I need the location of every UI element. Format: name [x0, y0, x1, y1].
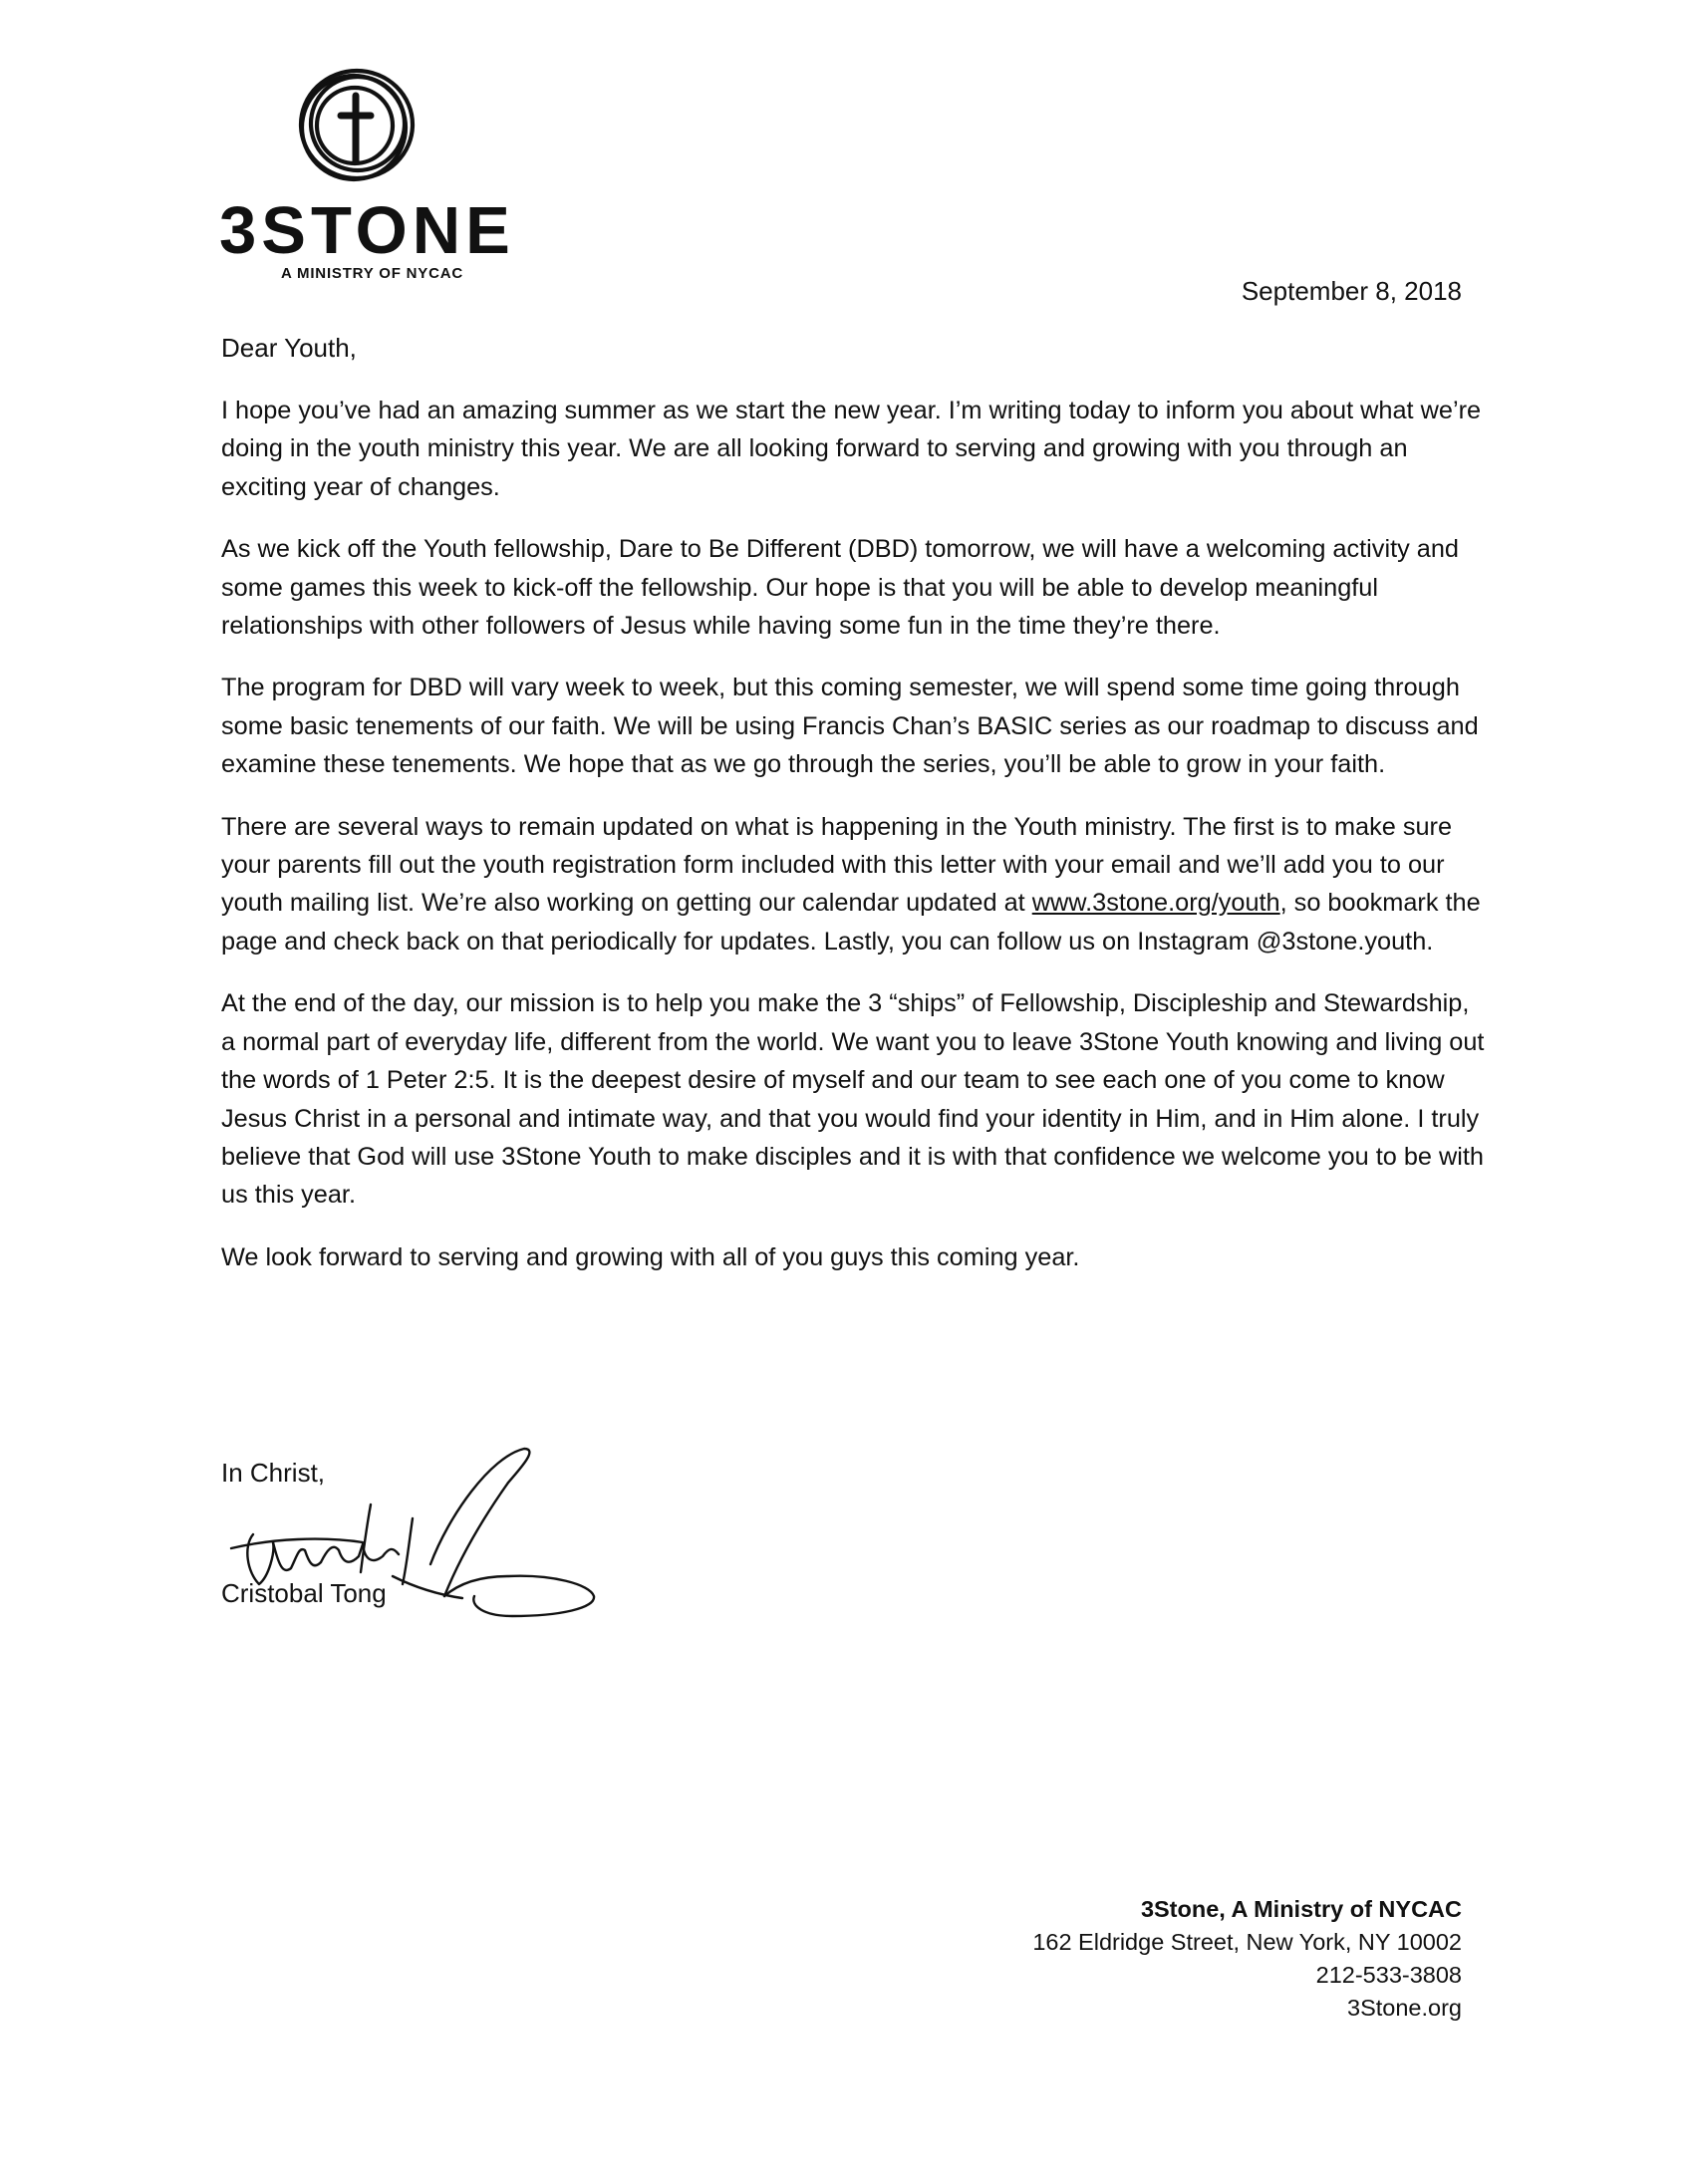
paragraph-mission: At the end of the day, our mission is to help you make the 3 “ships” of Fellowship, Discipleship and Stewardship, a normal part of everyday life, different from the world. We want you to leave 3Stone Youth knowing and living out the words of 1 Peter 2:5. It is the deepest desire of myself and our team to see each one of you come to know Jesus Christ in a personal and intimate way, and that you would find your identity in Him, and in Him alone. I truly believe that God will use 3Stone Youth to make disciples and it is with that confidence we welcome you to be with us this year. — [221, 989, 1485, 1210]
paragraph-updates — [221, 808, 1485, 961]
logo-wordmark: 3STONE — [219, 193, 515, 268]
paragraph-intro: I hope you’ve had an amazing summer as we start the new year. I’m writing today to inform you about what we’re doing in the youth ministry this year. We are all looking forward to serving and growing with you through an exciting year of changes. — [221, 397, 1482, 501]
letter-date: September 8, 2018 — [1241, 276, 1462, 306]
paragraph-closing-remark: We look forward to serving and growing with all of you guys this coming year. — [221, 1242, 1080, 1271]
paragraph-program: The program for DBD will vary week to week, but this coming semester, we will spend some time going through some basic tenements of our faith. We will be using Francis Chan’s BASIC series as our roadmap to discuss and examine these tenements. We hope that as we go through the series, you’ll be able to grow in your faith. — [221, 674, 1479, 779]
youth-page-link[interactable]: www.3stone.org/youth — [1031, 889, 1280, 918]
salutation: Dear Youth, — [221, 333, 357, 363]
closing: In Christ, — [221, 1458, 326, 1488]
footer-website[interactable]: 3Stone.org — [1347, 1995, 1462, 2021]
letter-footer — [1032, 1893, 1462, 2025]
letterhead — [199, 62, 515, 291]
footer-phone: 212-533-3808 — [1315, 1962, 1462, 1988]
paragraph-fellowship: As we kick off the Youth fellowship, Dare to Be Different (DBD) tomorrow, we will have a welcoming activity and some games this week to kick-off the fellowship. Our hope is that you will be able to develop meaningful relationships with other followers of Jesus while having some fun in the time they’re there. — [221, 535, 1459, 641]
updates-text-after-link: , so bookmark the page and check back on that periodically for updates. Lastly, you can follow us on Instagram @3stone.youth. — [221, 889, 1481, 956]
footer-address: 162 Eldridge Street, New York, NY 10002 — [1032, 1929, 1462, 1955]
letter-body — [221, 392, 1485, 1300]
logo-tagline: A MINISTRY OF NYCAC — [281, 265, 463, 282]
footer-organization: 3Stone, A Ministry of NYCAC — [1140, 1896, 1462, 1922]
updates-text-before-link: There are several ways to remain updated on what is happening in the Youth ministry. The first is to make sure your parents fill out the youth registration form included with this letter with your email and we’ll add you to our youth mailing list. We’re also working on getting our calendar updated at — [221, 812, 1453, 918]
signer-name: Cristobal Tong — [221, 1578, 387, 1608]
logo-circles-cross-icon — [291, 62, 421, 191]
handwritten-signature — [213, 1447, 602, 1646]
